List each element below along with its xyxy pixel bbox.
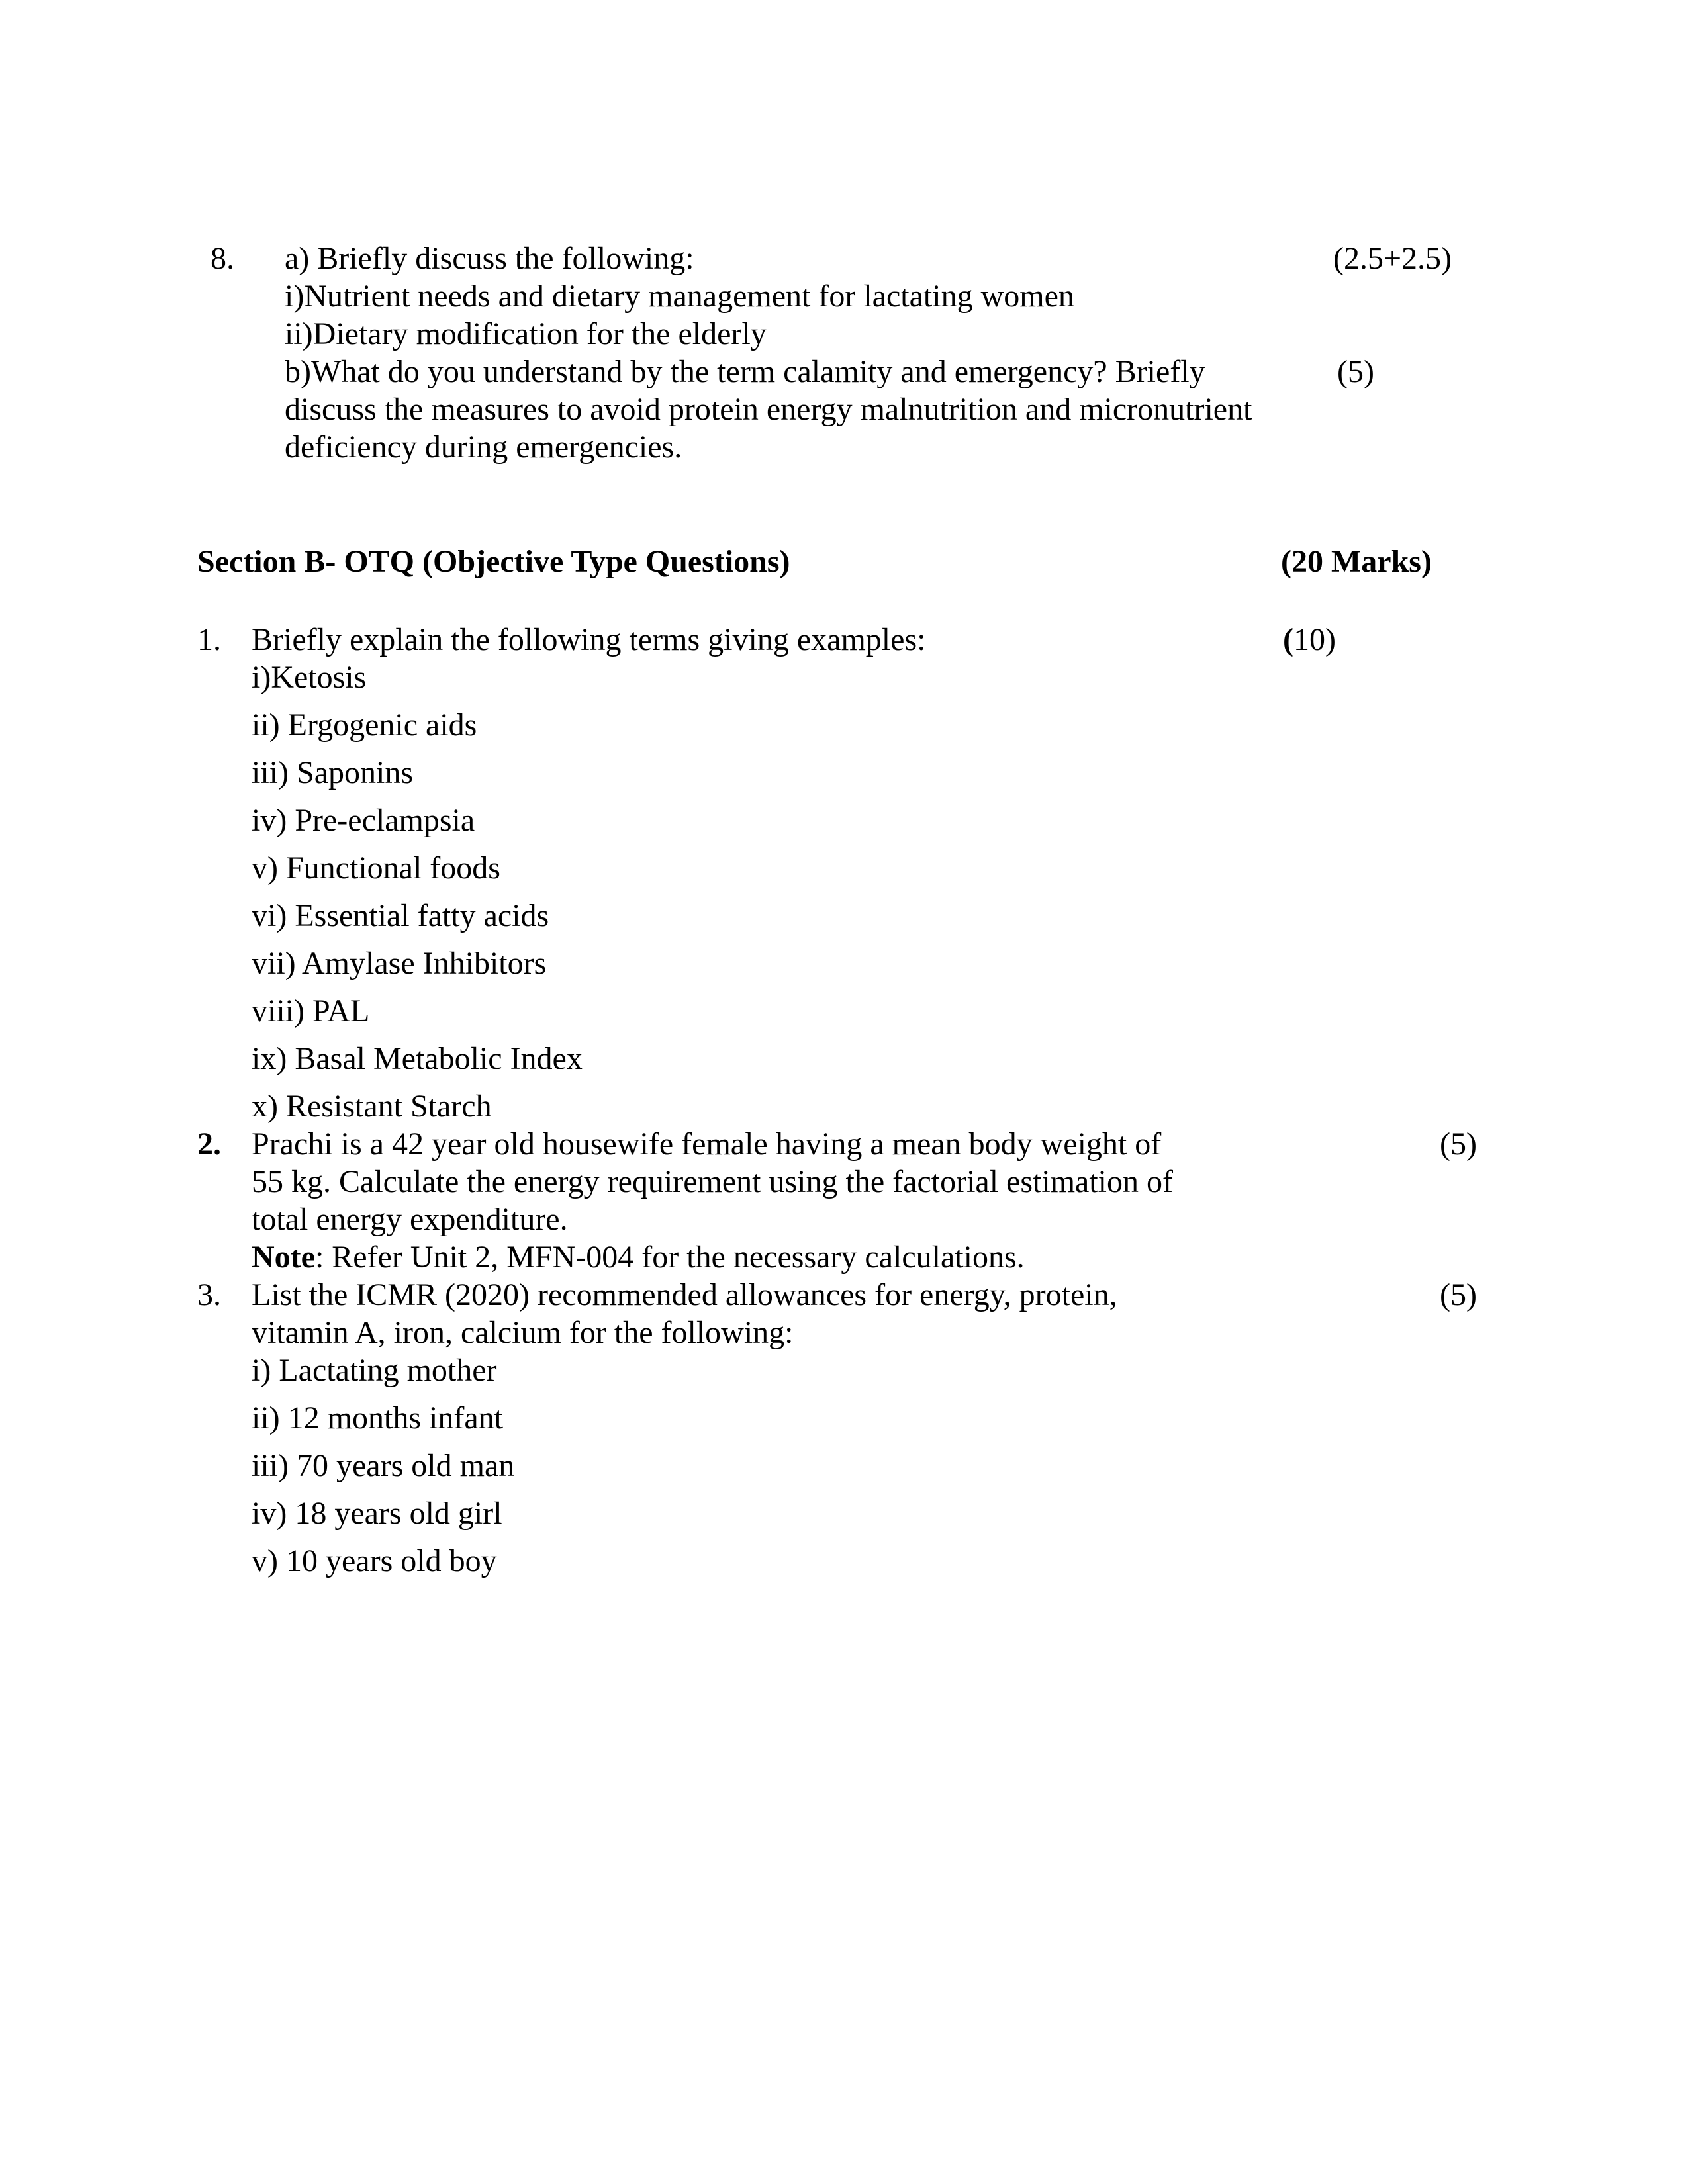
q3-item: iv) 18 years old girl — [252, 1496, 502, 1531]
q2-number: 2. — [197, 1126, 221, 1161]
q8-number: 8. — [211, 241, 234, 276]
q1-item: x) Resistant Starch — [252, 1089, 492, 1124]
q8-a-ii: ii)Dietary modification for the elderly — [285, 316, 767, 351]
q3-item: iii) 70 years old man — [252, 1448, 515, 1483]
q2-marks: (5) — [1440, 1126, 1477, 1161]
q3-number: 3. — [197, 1277, 221, 1312]
q8-b-line1: b)What do you understand by the term calamity and emergency? Briefly — [285, 354, 1205, 389]
q2-note-text: : Refer Unit 2, MFN-004 for the necessary calculations. — [314, 1240, 1025, 1275]
q1-item: v) Functional foods — [252, 850, 500, 886]
q1-item: viii) PAL — [252, 993, 370, 1028]
q3-line1: List the ICMR (2020) recommended allowances for energy, protein, — [252, 1277, 1117, 1312]
q1-text: Briefly explain the following terms giving examples: — [252, 622, 926, 657]
section-b-heading: Section B- OTQ (Objective Type Questions) — [197, 544, 790, 579]
q8-a-intro: a) Briefly discuss the following: — [285, 241, 694, 276]
q2-line3: total energy expenditure. — [252, 1202, 568, 1237]
q1-item: ix) Basal Metabolic Index — [252, 1041, 583, 1076]
section-b-marks: (20 Marks) — [1281, 544, 1432, 579]
q1-item: iv) Pre-eclampsia — [252, 803, 475, 838]
q1-marks-rest: 10) — [1293, 622, 1336, 657]
q2-note — [252, 1238, 1025, 1276]
q1-item: iii) Saponins — [252, 755, 414, 790]
q8-a-i: i)Nutrient needs and dietary management for lactating women — [285, 279, 1074, 314]
q1-item: ii) Ergogenic aids — [252, 707, 477, 743]
q8-b-marks: (5) — [1337, 354, 1374, 389]
q3-item: v) 10 years old boy — [252, 1543, 497, 1578]
q1-item: vii) Amylase Inhibitors — [252, 946, 547, 981]
q3-marks: (5) — [1440, 1277, 1477, 1312]
q2-line2: 55 kg. Calculate the energy requirement using the factorial estimation of — [252, 1164, 1173, 1199]
q1-marks-paren: ( — [1283, 622, 1293, 657]
q1-item: i)Ketosis — [252, 660, 367, 695]
q1-item: vi) Essential fatty acids — [252, 898, 549, 933]
q3-item: i) Lactating mother — [252, 1353, 497, 1388]
q3-line2: vitamin A, iron, calcium for the following: — [252, 1315, 794, 1350]
q1-number: 1. — [197, 622, 221, 657]
q8-b-line3: deficiency during emergencies. — [285, 430, 682, 465]
q3-item: ii) 12 months infant — [252, 1400, 503, 1435]
q1-marks — [1283, 621, 1336, 659]
q2-line1: Prachi is a 42 year old housewife female having a mean body weight of — [252, 1126, 1162, 1161]
q8-b-line2: discuss the measures to avoid protein energy malnutrition and micronutrient — [285, 392, 1252, 427]
q2-note-label: Note — [252, 1240, 315, 1275]
q8-a-marks: (2.5+2.5) — [1333, 241, 1452, 276]
